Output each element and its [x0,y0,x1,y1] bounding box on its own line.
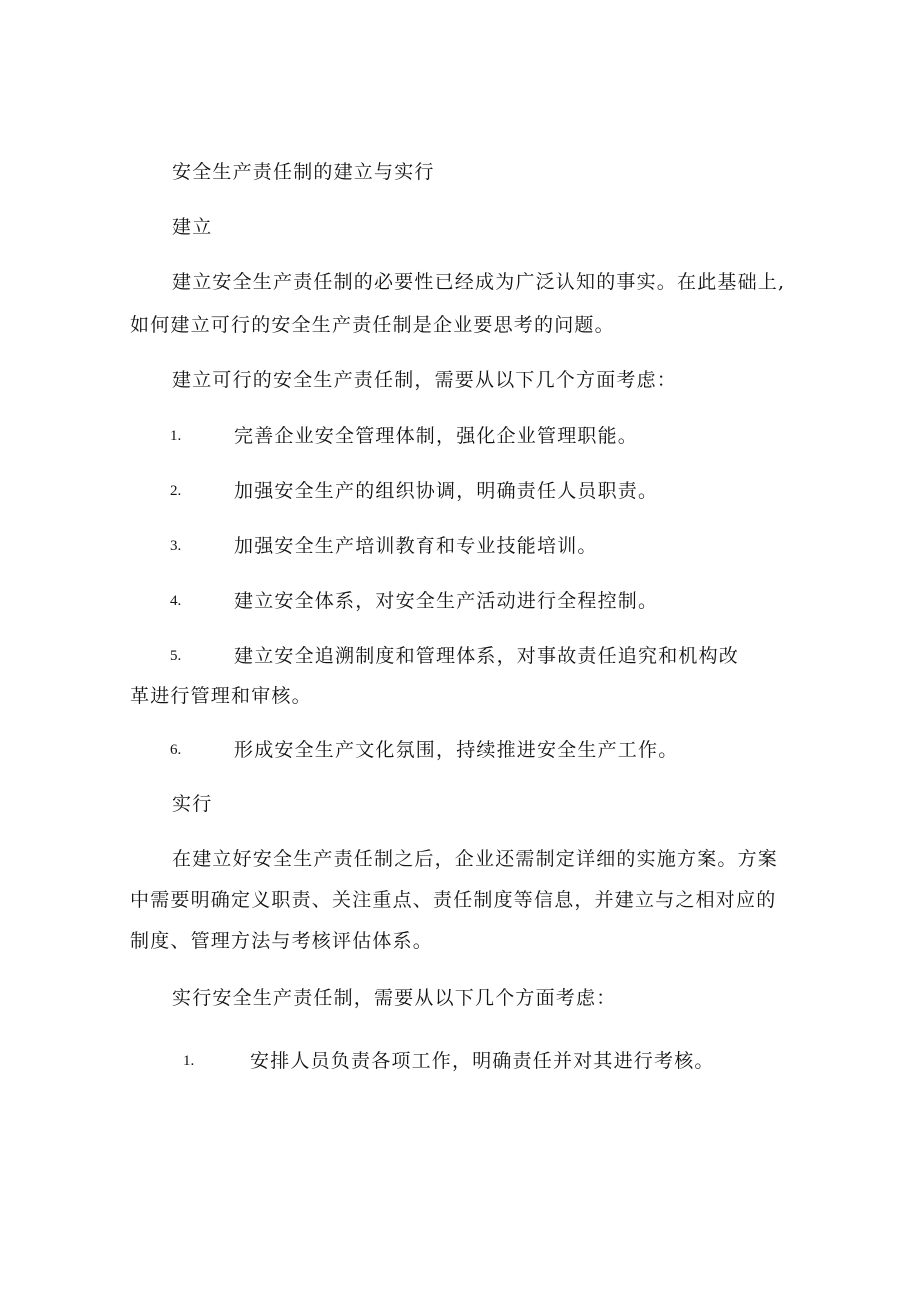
paragraph-line: 建立安全生产责任制的必要性已经成为广泛认知的事实。在此基础上, [172,271,786,293]
list-item-text: 加强安全生产培训教育和专业技能培训。 [234,535,598,557]
paragraph-line: 中需要明确定义职责、关注重点、责任制度等信息，并建立与之相对应的 [130,889,777,911]
list-intro: 实行安全生产责任制，需要从以下几个方面考虑： [172,987,617,1009]
paragraph-line: 制度、管理方法与考核评估体系。 [130,930,434,952]
section-heading-implement: 实行 [172,793,213,815]
paragraph-line: 如何建立可行的安全生产责任制是企业要思考的问题。 [130,314,615,336]
list-item-text: 加强安全生产的组织协调，明确责任人员职责。 [234,480,659,502]
document-title: 安全生产责任制的建立与实行 [172,161,435,183]
list-item-number: 1. [170,428,182,444]
list-item-number: 2. [170,483,182,499]
list-intro: 建立可行的安全生产责任制，需要从以下几个方面考虑： [172,369,678,391]
list-item-number: 5. [170,648,182,664]
list-item-text: 形成安全生产文化氛围，持续推进安全生产工作。 [234,739,679,761]
list-item-text: 建立安全体系，对安全生产活动进行全程控制。 [234,590,659,612]
list-item-number: 3. [170,538,182,554]
section-heading-establish: 建立 [172,216,213,238]
list-item-number: 6. [170,742,182,758]
list-item-text-continuation: 革进行管理和审核。 [130,685,312,707]
list-item-text: 完善企业安全管理体制，强化企业管理职能。 [234,425,639,447]
list-item-text: 建立安全追溯制度和管理体系，对事故责任追究和机构改 [234,645,740,667]
list-item-number: 1. [183,1053,195,1069]
list-item-text: 安排人员负责各项工作，明确责任并对其进行考核。 [250,1050,715,1072]
paragraph-line: 在建立好安全生产责任制之后，企业还需制定详细的实施方案。方案 [172,848,779,870]
list-item-number: 4. [170,593,182,609]
